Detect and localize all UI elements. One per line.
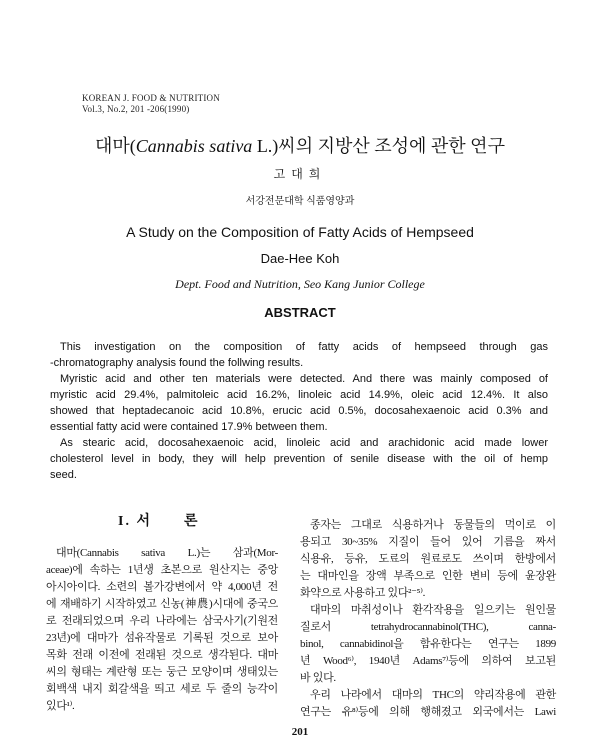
- english-author: Dae-Hee Koh: [260, 251, 340, 266]
- text-line: seed.: [50, 469, 77, 481]
- text-line: 는 대마인을 장액 부족으로 인한 변비 등에 윤장완: [300, 570, 556, 582]
- abstract-body: [50, 339, 548, 483]
- korean-title-post: L.)씨의 지방산 조성에 관한 연구: [252, 136, 505, 156]
- text-line: 연구는 유⁸⁾등에 의해 행해졌고 외국에서는 Lawi: [300, 706, 556, 718]
- page-number: 201: [291, 726, 309, 738]
- text-line: 로 전래되었으며 우리 나라에는 삼국사기(기원전: [46, 615, 278, 627]
- text-line: 있다¹⁾.: [46, 700, 75, 712]
- text-line: 화약으로 사용하고 있다²⁻⁵⁾.: [300, 587, 426, 599]
- journal-citation: Vol.3, No.2, 201 -206(1990): [82, 104, 190, 114]
- korean-affiliation: 서강전문대학 식품영양과: [245, 196, 355, 207]
- section-heading: I. 서 론: [118, 514, 200, 529]
- text-line: 종자는 그대로 식용하거나 동물들의 먹이로 이: [310, 519, 556, 531]
- text-line: cholesterol level in body, they will help prevention of senile disease with the oil of hemp: [50, 453, 548, 465]
- text-line: 23년)에 대마가 섬유작물로 기록된 것으로 보아: [46, 632, 278, 644]
- text-line: 목화 전래 이전에 전래된 것으로 생각된다. 대마: [46, 649, 278, 661]
- right-column: [300, 517, 556, 721]
- text-line: 대마의 마취성이나 환각작용을 일으키는 원인물: [310, 604, 556, 616]
- text-line: -chromatography analysis found the follwing results.: [50, 357, 304, 369]
- korean-title-species: Cannabis sativa: [135, 136, 253, 156]
- text-line: 년 Wood⁶⁾, 1940년 Adams⁷⁾등에 의하여 보고된: [300, 655, 556, 667]
- text-line: 우리 나라에서 대마의 THC의 약리작용에 관한: [310, 689, 556, 701]
- text-line: myristic acid 29.4%, palmitoleic acid 16.2%, linoleic acid 14.9%, oleic acid 12.4%. It also: [50, 389, 548, 401]
- text-line: As stearic acid, docosahexaenoic acid, linoleic acid and arachidonic acid made lower: [60, 437, 548, 449]
- journal-name: KOREAN J. FOOD & NUTRITION: [82, 93, 220, 103]
- text-line: binol, cannabidinol을 함유한다는 연구는 1899: [300, 638, 556, 650]
- text-line: Myristic acid and other ten materials were detected. And there was mainly composed of: [60, 373, 548, 385]
- text-line: 식용유, 등유, 도료의 원료로도 쓰이며 한방에서: [300, 553, 556, 565]
- text-line: 질로서 tetrahydrocannabinol(THC), canna-: [300, 621, 556, 633]
- korean-title: [0, 132, 600, 158]
- english-dept: Dept. Food and Nutrition, Seo Kang Junior College: [175, 277, 425, 291]
- text-line: 아시아이다. 소련의 볼가강변에서 약 4,000년 전: [46, 581, 278, 593]
- text-line: showed that heptadecanoic acid 10.8%, erucic acid 0.5%, docosahexaenoic acid 0.3% and: [50, 405, 548, 417]
- text-line: aceae)에 속하는 1년생 초본으로 원산지는 중앙: [46, 564, 278, 576]
- english-title: A Study on the Composition of Fatty Acids of Hempseed: [126, 224, 474, 240]
- text-line: essential fatty acid were contained 17.9% between them.: [50, 421, 328, 433]
- abstract-heading: ABSTRACT: [264, 305, 336, 320]
- journal-header: [82, 93, 220, 115]
- text-line: 회백색 내지 회갈색을 띄고 세로 두 줄의 능각이: [46, 683, 278, 695]
- text-line: This investigation on the composition of fatty acids of hempseed through gas: [60, 341, 548, 353]
- text-line: 씨의 형태는 계란형 또는 둥근 모양이며 생태있는: [46, 666, 278, 678]
- text-line: 용되고 30~35% 지질이 들어 있어 기름을 짜서: [300, 536, 556, 548]
- text-line: 에 재배하기 시작하였고 신농(神農)시대에 중국으: [46, 598, 278, 610]
- text-line: 바 있다.: [300, 672, 336, 684]
- left-column: [46, 545, 278, 715]
- text-line: 대마(Cannabis sativa L.)는 삼과(Mor-: [56, 547, 278, 559]
- korean-title-pre: 대마(: [95, 136, 136, 156]
- korean-author: 고대희: [273, 167, 327, 181]
